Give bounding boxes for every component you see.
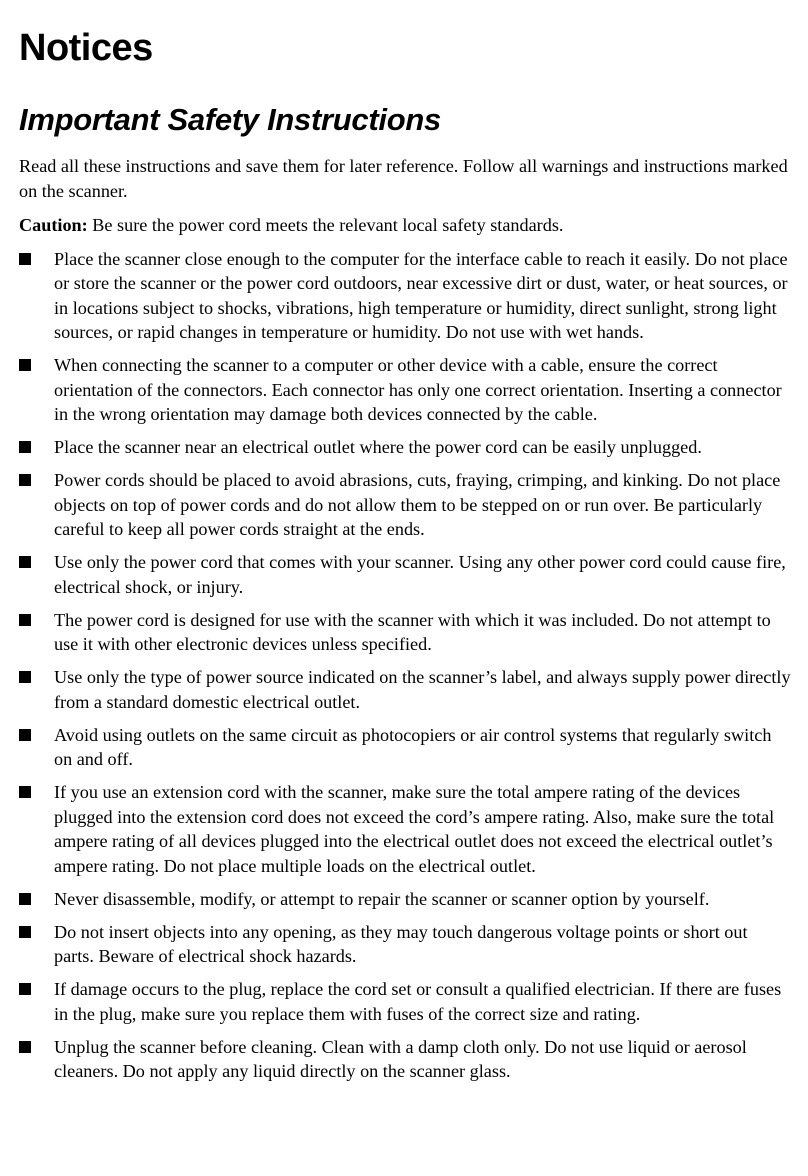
square-bullet-icon bbox=[19, 474, 31, 486]
square-bullet-icon bbox=[19, 441, 31, 453]
square-bullet-icon bbox=[19, 786, 31, 798]
list-item-text: Power cords should be placed to avoid abrasions, cuts, fraying, crimping, and kinking. Do not place objects on top of power cords and do not allow them to be stepped on or run over. Be particularly careful to keep all power cords straight at the ends. bbox=[54, 470, 781, 539]
list-item-text: Place the scanner close enough to the computer for the interface cable to reach it easily. Do not place or store the scanner or the power cord outdoors, near excessive dirt or dust, water, or heat sources, or in locations subject to shocks, vibrations, high temperature or humidity, direct sunlight, strong light sources, or rapid changes in temperature or humidity. Do not use with wet hands. bbox=[54, 248, 788, 342]
list-item bbox=[19, 887, 791, 912]
list-item bbox=[19, 977, 791, 1026]
list-item-text: If damage occurs to the plug, replace the cord set or consult a qualified electrician. If there are fuses in the plug, make sure you replace them with fuses of the correct size and rating. bbox=[54, 979, 782, 1024]
list-item-text: Do not insert objects into any opening, as they may touch dangerous voltage points or short out parts. Beware of electrical shock hazards. bbox=[54, 921, 748, 966]
list-item bbox=[19, 353, 791, 427]
intro-paragraph: Read all these instructions and save them for later reference. Follow all warnings and instructions marked on the scanner. bbox=[19, 156, 788, 201]
list-item bbox=[19, 780, 791, 878]
list-item bbox=[19, 665, 791, 714]
square-bullet-icon bbox=[19, 556, 31, 568]
caution-paragraph bbox=[19, 213, 791, 238]
square-bullet-icon bbox=[19, 893, 31, 905]
list-item bbox=[19, 435, 791, 460]
list-item bbox=[19, 247, 791, 345]
square-bullet-icon bbox=[19, 614, 31, 626]
caution-label: Caution: bbox=[19, 215, 88, 235]
list-item bbox=[19, 920, 791, 969]
list-item-text: If you use an extension cord with the scanner, make sure the total ampere rating of the devices plugged into the extension cord does not exceed the cord’s ampere rating. Also, make sure the total ampere rating of all devices plugged into the electrical outlet does not exceed the electrical outlet’s ampere rating. Do not place multiple loads on the electrical outlet. bbox=[54, 782, 775, 876]
safety-instructions-list bbox=[19, 247, 791, 1084]
list-item-text: Use only the type of power source indicated on the scanner’s label, and always supply power directly from a standard domestic electrical outlet. bbox=[54, 667, 791, 712]
square-bullet-icon bbox=[19, 729, 31, 741]
list-item bbox=[19, 723, 791, 772]
list-item-text: Never disassemble, modify, or attempt to repair the scanner or scanner option by yourself. bbox=[54, 888, 710, 909]
square-bullet-icon bbox=[19, 359, 31, 371]
list-item-text: Unplug the scanner before cleaning. Clean with a damp cloth only. Do not use liquid or aerosol cleaners. Do not apply any liquid directly on the scanner glass. bbox=[54, 1036, 747, 1081]
caution-text: Be sure the power cord meets the relevant local safety standards. bbox=[87, 215, 564, 235]
square-bullet-icon bbox=[19, 983, 31, 995]
list-item bbox=[19, 550, 791, 599]
list-item bbox=[19, 608, 791, 657]
list-item-text: Use only the power cord that comes with your scanner. Using any other power cord could cause fire, electrical shock, or injury. bbox=[54, 552, 786, 597]
list-item-text: When connecting the scanner to a computer or other device with a cable, ensure the correct orientation of the connectors. Each connector has only one correct orientation. Inserting a connector in the wrong orientation may damage both devices connected by the cable. bbox=[54, 355, 782, 424]
list-item bbox=[19, 468, 791, 542]
square-bullet-icon bbox=[19, 926, 31, 938]
document-page bbox=[19, 22, 791, 1092]
square-bullet-icon bbox=[19, 253, 31, 265]
list-item-text: The power cord is designed for use with the scanner with which it was included. Do not attempt to use it with other electronic devices unless specified. bbox=[54, 609, 771, 654]
page-title: Notices bbox=[19, 27, 153, 69]
square-bullet-icon bbox=[19, 671, 31, 683]
section-heading: Important Safety Instructions bbox=[19, 102, 441, 137]
square-bullet-icon bbox=[19, 1041, 31, 1053]
list-item bbox=[19, 1035, 791, 1084]
list-item-text: Avoid using outlets on the same circuit as photocopiers or air control systems that regularly switch on and off. bbox=[54, 724, 772, 769]
list-item-text: Place the scanner near an electrical outlet where the power cord can be easily unplugged. bbox=[54, 437, 702, 457]
